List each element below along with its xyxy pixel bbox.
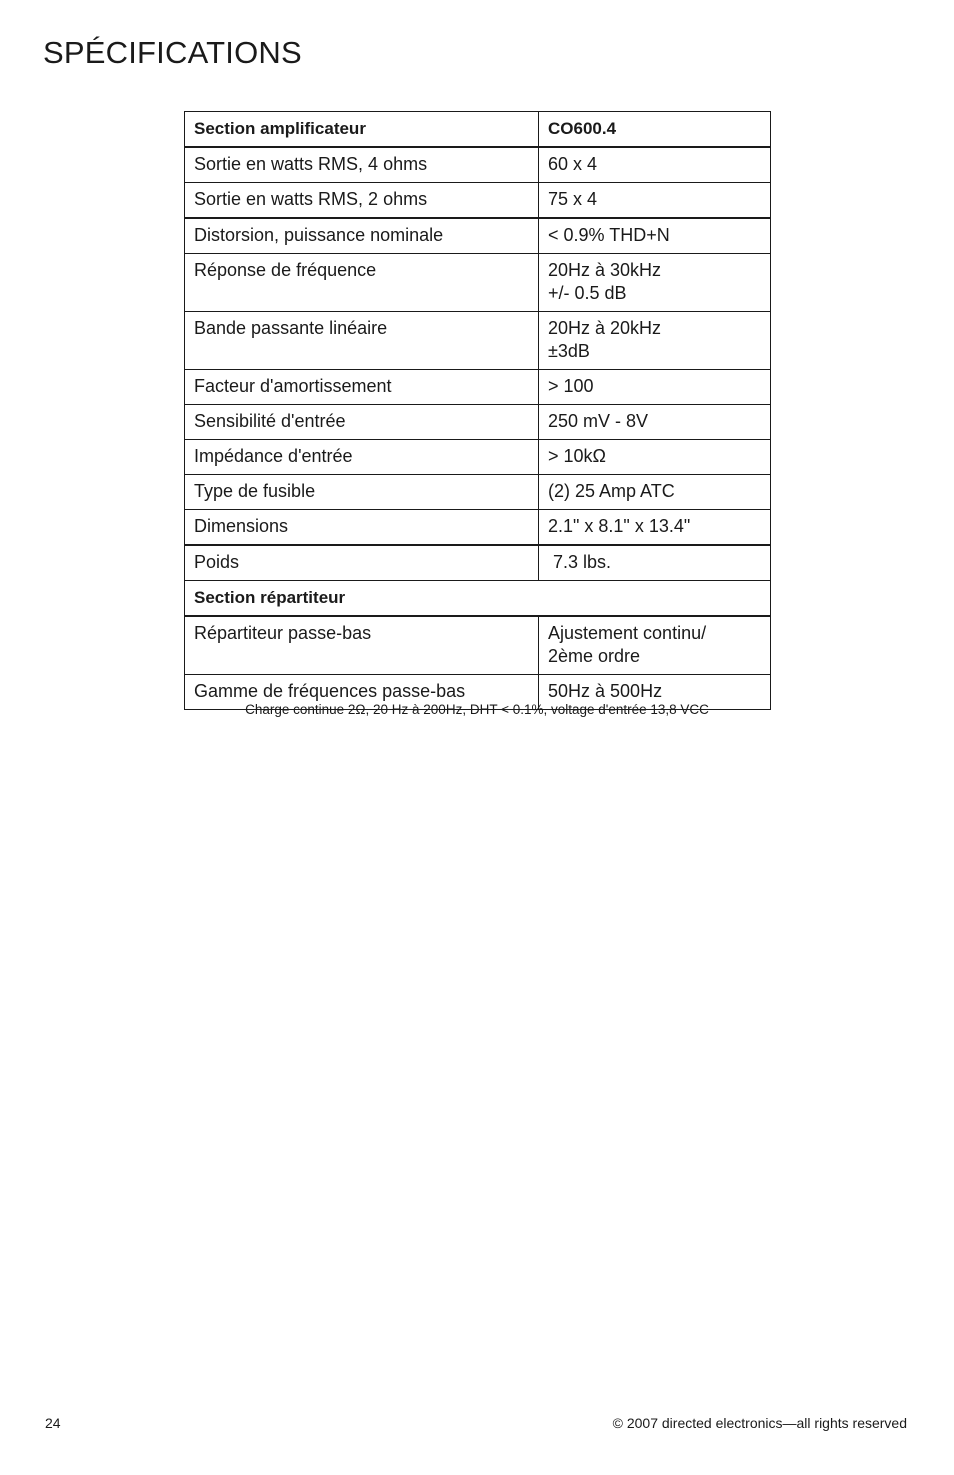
spec-label: Sortie en watts RMS, 4 ohms — [185, 147, 539, 183]
crossover-section-heading: Section répartiteur — [185, 581, 771, 617]
spec-label: Facteur d'amortissement — [185, 370, 539, 405]
spec-label: Sensibilité d'entrée — [185, 405, 539, 440]
spec-value: > 10kΩ — [539, 440, 771, 475]
spec-value: < 0.9% THD+N — [539, 218, 771, 254]
spec-value: 20Hz à 30kHz +/- 0.5 dB — [539, 254, 771, 312]
table-row — [185, 616, 771, 675]
table-row — [185, 475, 771, 510]
table-row — [185, 183, 771, 219]
spec-value: 75 x 4 — [539, 183, 771, 219]
table-row — [185, 405, 771, 440]
table-row — [185, 545, 771, 581]
spec-label: Répartiteur passe-bas — [185, 616, 539, 675]
table-row — [185, 147, 771, 183]
amplifier-section-heading: Section amplificateur — [185, 112, 539, 148]
spec-label: Réponse de fréquence — [185, 254, 539, 312]
page-title: SPÉCIFICATIONS — [43, 35, 302, 70]
spec-label: Dimensions — [185, 510, 539, 546]
spec-label: Impédance d'entrée — [185, 440, 539, 475]
spec-label: Distorsion, puissance nominale — [185, 218, 539, 254]
spec-value: Ajustement continu/ 2ème ordre — [539, 616, 771, 675]
copyright-notice: © 2007 directed electronics—all rights reserved — [612, 1415, 907, 1431]
spec-value: 7.3 lbs. — [539, 545, 771, 581]
crossover-section-row — [185, 581, 771, 617]
specifications-table — [184, 111, 771, 710]
spec-label: Sortie en watts RMS, 2 ohms — [185, 183, 539, 219]
spec-value: 250 mV - 8V — [539, 405, 771, 440]
spec-value: 50Hz à 500Hz — [539, 675, 771, 710]
table-row — [185, 370, 771, 405]
spec-value: 2.1" x 8.1" x 13.4" — [539, 510, 771, 546]
table-row — [185, 254, 771, 312]
spec-label: Type de fusible — [185, 475, 539, 510]
spec-value: (2) 25 Amp ATC — [539, 475, 771, 510]
spec-value: 60 x 4 — [539, 147, 771, 183]
table-header-row — [185, 112, 771, 148]
table-row — [185, 510, 771, 546]
table-row — [185, 312, 771, 370]
spec-label: Poids — [185, 545, 539, 581]
spec-label: Gamme de fréquences passe-bas — [185, 675, 539, 710]
spec-value: > 100 — [539, 370, 771, 405]
table-row — [185, 440, 771, 475]
model-heading: CO600.4 — [539, 112, 771, 148]
table-footnote: Charge continue 2Ω, 20 Hz à 200Hz, DHT < 0.1%, voltage d'entrée 13,8 VCC — [245, 702, 709, 717]
page-number: 24 — [45, 1415, 61, 1431]
spec-value: 20Hz à 20kHz ±3dB — [539, 312, 771, 370]
spec-label: Bande passante linéaire — [185, 312, 539, 370]
table-row — [185, 218, 771, 254]
